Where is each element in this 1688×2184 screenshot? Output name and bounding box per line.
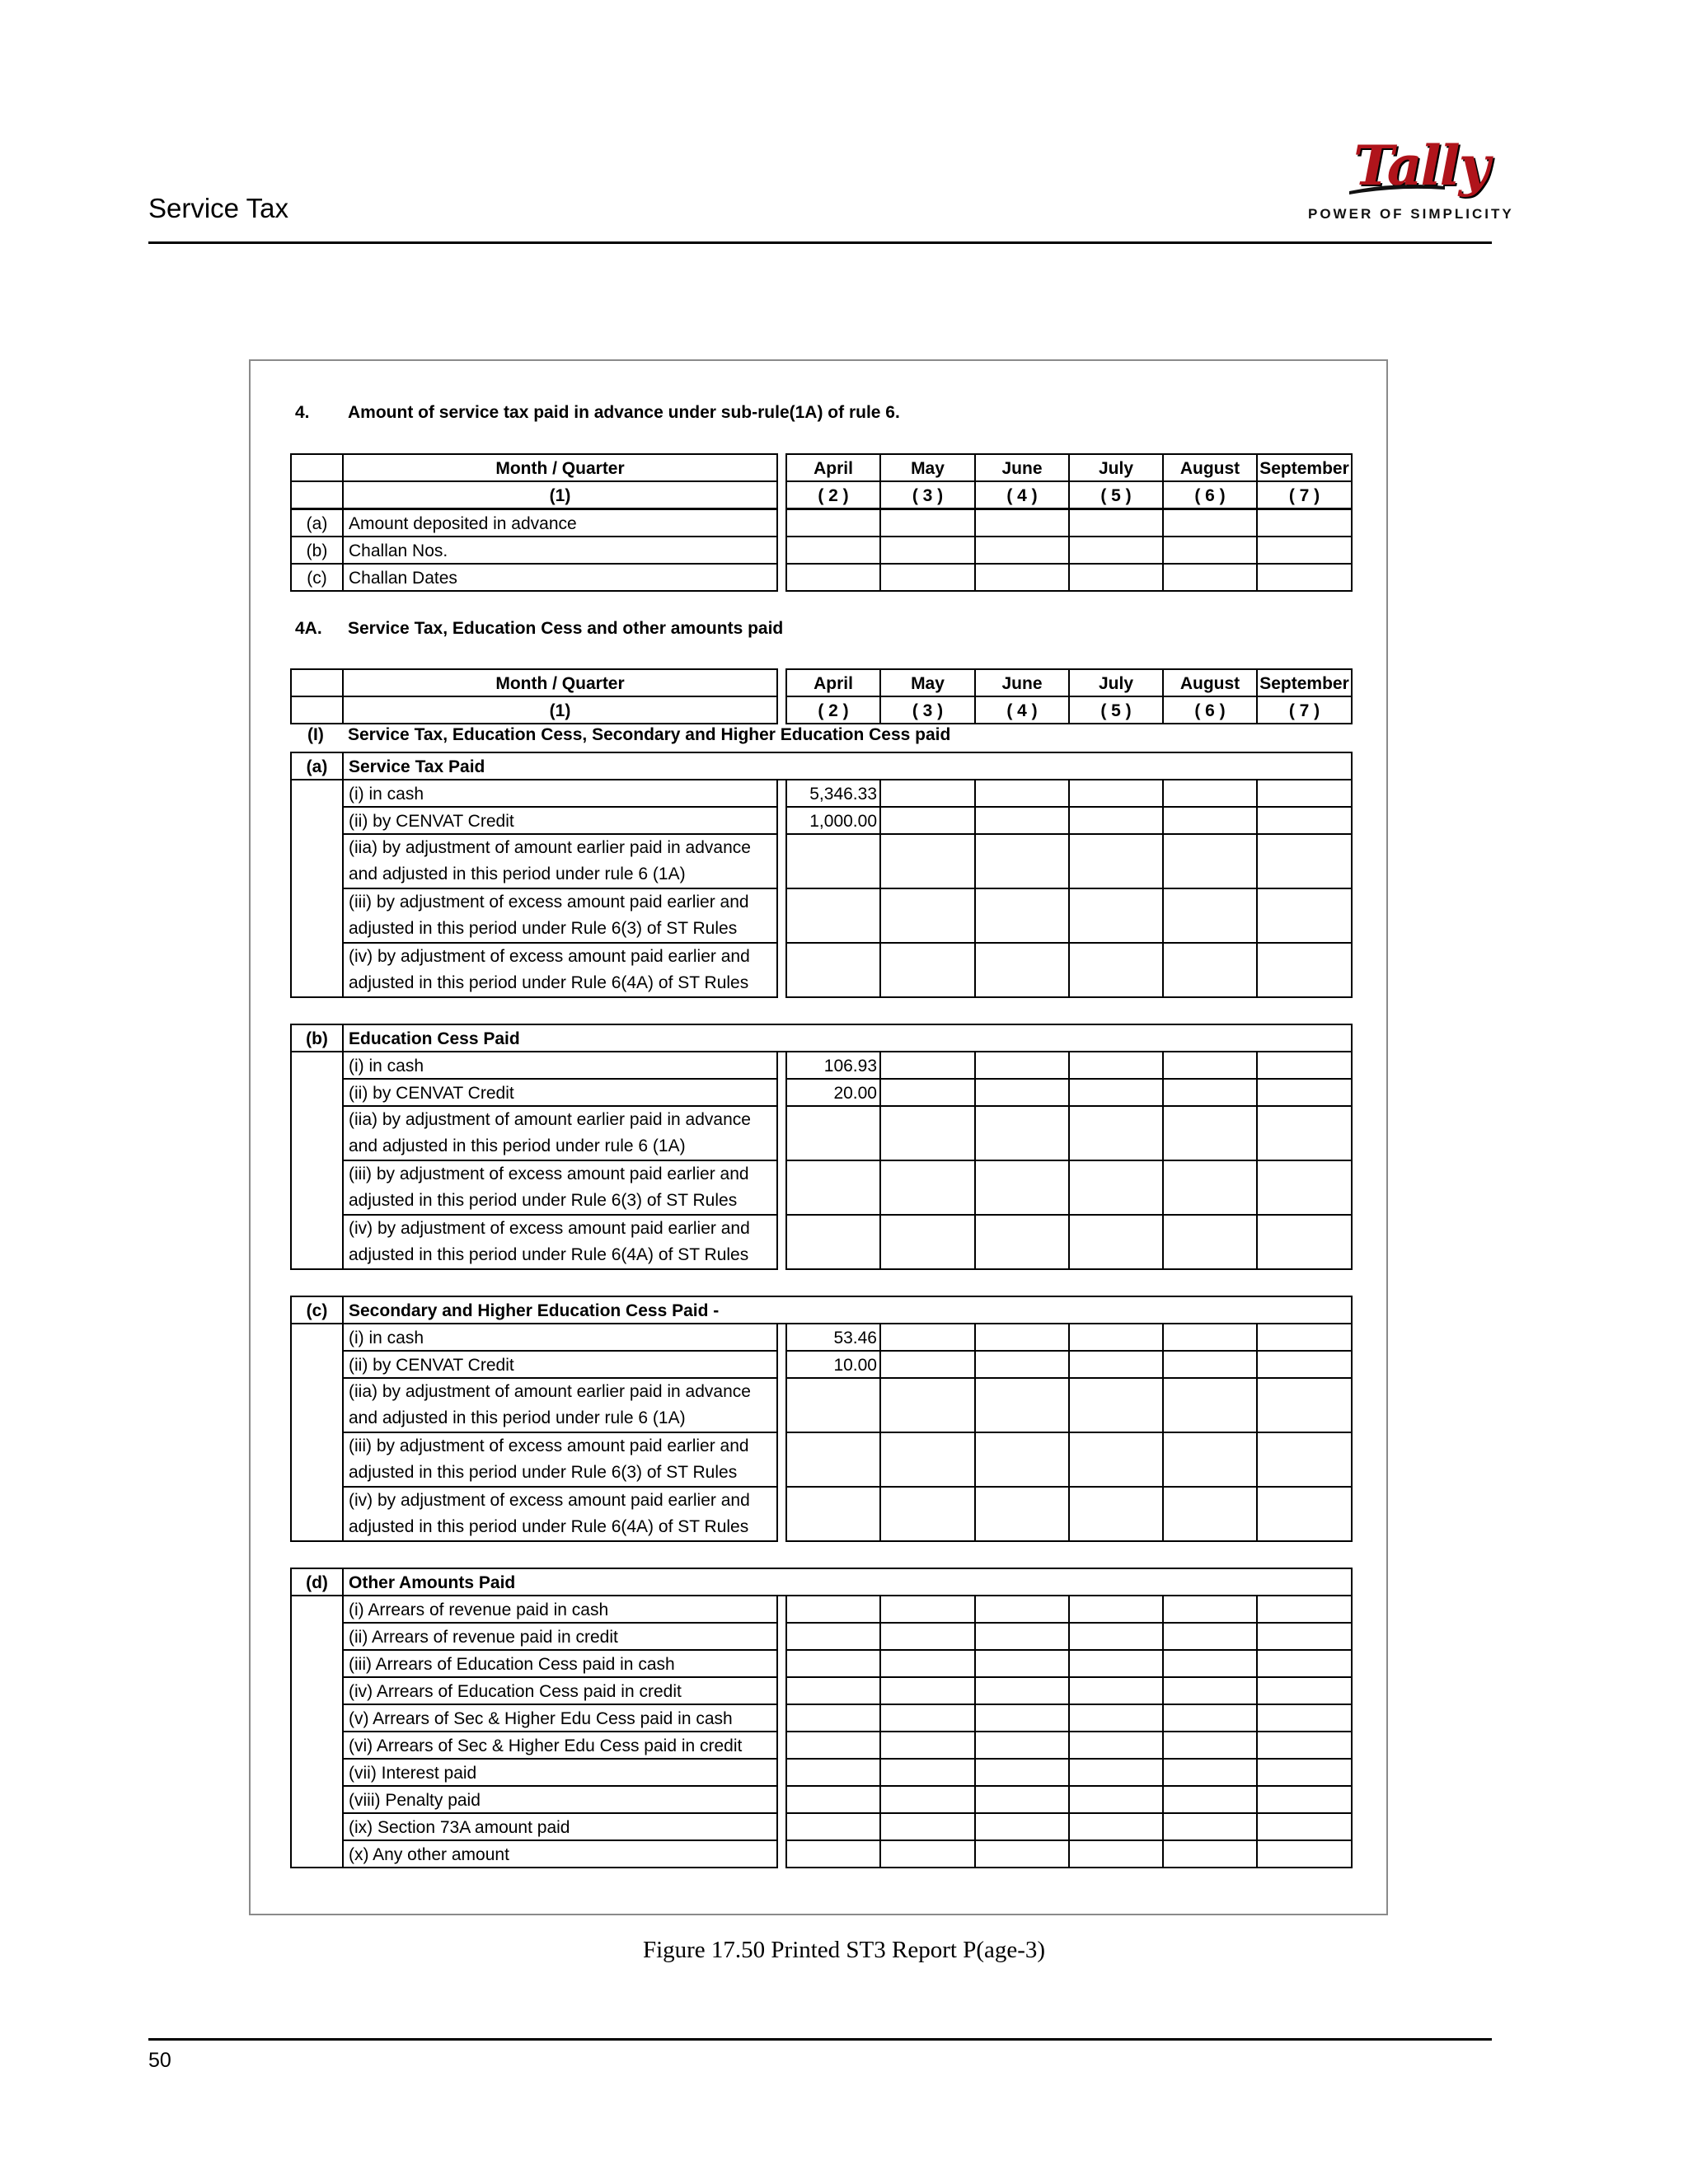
group-left-border: [290, 1296, 292, 1542]
table-cell: [974, 1758, 1070, 1787]
table-cell: [1256, 1160, 1353, 1216]
s4-month-num-3: ( 5 ): [1068, 480, 1164, 509]
table-row-label: (vi) Arrears of Sec & Higher Edu Cess paid in credit: [342, 1731, 778, 1760]
table-cell: [1256, 1486, 1353, 1542]
table-cell: [785, 1622, 881, 1651]
table-cell: [879, 1105, 976, 1161]
table-cell: [879, 888, 976, 944]
table-cell: [1068, 1595, 1164, 1624]
table-cell: [785, 1160, 881, 1216]
s4-month-num-4: ( 6 ): [1162, 480, 1258, 509]
table-row-label: (x) Any other amount: [342, 1840, 778, 1868]
table-cell: [879, 1350, 976, 1379]
table-row-item: (c): [290, 563, 344, 592]
table-cell: [785, 1214, 881, 1270]
table-cell: [785, 1704, 881, 1732]
table-cell: [785, 1432, 881, 1488]
table-row-label: [342, 1214, 778, 1270]
label-line-2: and adjusted in this period under rule 6 (1A): [349, 1408, 686, 1427]
s4-month-3: July: [1068, 453, 1164, 482]
s4-blank-cell: [290, 453, 344, 482]
label-line-2: adjusted in this period under Rule 6(3) of ST Rules: [349, 1463, 738, 1482]
table-cell: [974, 1377, 1070, 1433]
table-cell: [1068, 942, 1164, 998]
group-bottom-border: [290, 1540, 342, 1542]
logo-wordmark: Tally: [1353, 134, 1489, 198]
table-cell: [1256, 1051, 1353, 1080]
page-header-title: Service Tax: [148, 193, 288, 223]
table-cell: [1068, 1323, 1164, 1352]
april-amount: 5,346.33: [785, 779, 881, 808]
s4-col-num: (1): [342, 480, 778, 509]
table-cell: [785, 1486, 881, 1542]
table-cell: [785, 1731, 881, 1760]
table-cell: [1162, 1350, 1258, 1379]
table-cell: [1068, 1214, 1164, 1270]
s4a-month-num-3: ( 5 ): [1068, 696, 1164, 724]
table-cell: [974, 563, 1070, 592]
table-row-label: [342, 1160, 778, 1216]
table-cell: [1256, 563, 1353, 592]
table-cell: [974, 888, 1070, 944]
table-cell: [785, 1812, 881, 1841]
table-cell: [1162, 1731, 1258, 1760]
section-4a-heading: Service Tax, Education Cess and other amounts paid: [348, 619, 784, 638]
group-item-(d): (d): [290, 1568, 344, 1596]
group-title: Secondary and Higher Education Cess Paid -: [342, 1296, 1353, 1324]
table-row-label: (ii) by CENVAT Credit: [342, 1350, 778, 1379]
group-item-(c): (c): [290, 1296, 344, 1324]
part-i-heading: Service Tax, Education Cess, Secondary and Higher Education Cess paid: [348, 725, 951, 744]
table-cell: [879, 1078, 976, 1107]
table-cell: [1256, 833, 1353, 889]
april-amount: 10.00: [785, 1350, 881, 1379]
group-bottom-border: [290, 996, 342, 998]
part-i-item: (I): [307, 725, 324, 744]
s4a-month-num-4: ( 6 ): [1162, 696, 1258, 724]
table-row-label: Challan Nos.: [342, 536, 778, 565]
s4a-col-header: Month / Quarter: [342, 668, 778, 697]
label-line-1: (iii) by adjustment of excess amount paid earlier and: [349, 1436, 749, 1455]
group-bottom-border: [290, 1867, 342, 1868]
table-cell: [879, 833, 976, 889]
table-row-label: (i) Arrears of revenue paid in cash: [342, 1595, 778, 1624]
table-cell: [1256, 942, 1353, 998]
table-row-label: (vii) Interest paid: [342, 1758, 778, 1787]
label-line-1: (iii) by adjustment of excess amount paid earlier and: [349, 1165, 749, 1183]
table-cell: [974, 1840, 1070, 1868]
table-cell: [974, 1676, 1070, 1705]
table-row-label: (i) in cash: [342, 779, 778, 808]
label-line-1: (iv) by adjustment of excess amount paid earlier and: [349, 1219, 750, 1238]
section-4a-number: 4A.: [295, 619, 322, 638]
table-cell: [1162, 1840, 1258, 1868]
table-cell: [785, 942, 881, 998]
table-cell: [879, 1160, 976, 1216]
table-row-label: Amount deposited in advance: [342, 509, 778, 537]
table-cell: [1068, 1812, 1164, 1841]
table-cell: [1256, 1649, 1353, 1678]
group-title: Education Cess Paid: [342, 1024, 1353, 1052]
logo-tagline: POWER OF SIMPLICITY: [1308, 206, 1514, 222]
table-cell: [1162, 1432, 1258, 1488]
table-cell: [785, 1676, 881, 1705]
s4a-month-num-1: ( 3 ): [879, 696, 976, 724]
table-cell: [1162, 1160, 1258, 1216]
group-title: Other Amounts Paid: [342, 1568, 1353, 1596]
table-cell: [879, 1432, 976, 1488]
table-cell: [1162, 1622, 1258, 1651]
table-cell: [1162, 888, 1258, 944]
header-rule: [148, 241, 1492, 244]
table-cell: [974, 1486, 1070, 1542]
table-cell: [974, 833, 1070, 889]
s4a-month-3: July: [1068, 668, 1164, 697]
s4-month-5: September: [1256, 453, 1353, 482]
label-line-1: (iia) by adjustment of amount earlier paid in advance: [349, 1382, 751, 1401]
table-row-label: [342, 1377, 778, 1433]
table-cell: [879, 1649, 976, 1678]
table-cell: [1068, 1432, 1164, 1488]
table-cell: [1068, 1377, 1164, 1433]
table-cell: [785, 563, 881, 592]
table-row-label: (ii) by CENVAT Credit: [342, 806, 778, 835]
table-cell: [1256, 1812, 1353, 1841]
label-line-2: adjusted in this period under Rule 6(4A) of ST Rules: [349, 1245, 749, 1264]
table-cell: [1256, 1432, 1353, 1488]
s4a-month-1: May: [879, 668, 976, 697]
table-cell: [974, 806, 1070, 835]
table-cell: [974, 1350, 1070, 1379]
table-row-label: (ix) Section 73A amount paid: [342, 1812, 778, 1841]
table-cell: [1256, 1377, 1353, 1433]
table-cell: [1256, 1350, 1353, 1379]
s4a-month-5: September: [1256, 668, 1353, 697]
table-cell: [785, 1840, 881, 1868]
table-cell: [1068, 1676, 1164, 1705]
table-cell: [1068, 1840, 1164, 1868]
s4-month-num-0: ( 2 ): [785, 480, 881, 509]
table-cell: [974, 1731, 1070, 1760]
april-amount: 1,000.00: [785, 806, 881, 835]
s4a-col-num: (1): [342, 696, 778, 724]
group-left-border: [290, 752, 292, 998]
table-cell: [879, 1676, 976, 1705]
table-row-label: (v) Arrears of Sec & Higher Edu Cess paid in cash: [342, 1704, 778, 1732]
table-cell: [1068, 536, 1164, 565]
table-row-label: [342, 1486, 778, 1542]
table-cell: [1162, 1214, 1258, 1270]
section-4-heading: Amount of service tax paid in advance under sub-rule(1A) of rule 6.: [348, 403, 900, 422]
table-cell: [785, 1595, 881, 1624]
table-cell: [879, 536, 976, 565]
table-row-label: [342, 833, 778, 889]
table-cell: [1068, 1486, 1164, 1542]
table-cell: [1162, 1051, 1258, 1080]
label-line-1: (iii) by adjustment of excess amount paid earlier and: [349, 893, 749, 912]
table-cell: [785, 1649, 881, 1678]
table-cell: [879, 942, 976, 998]
table-cell: [1162, 1676, 1258, 1705]
table-cell: [879, 563, 976, 592]
s4a-blank-cell: [290, 668, 344, 697]
s4a-blank-cell: [290, 696, 344, 724]
table-cell: [879, 1377, 976, 1433]
table-cell: [879, 1731, 976, 1760]
label-line-2: adjusted in this period under Rule 6(3) of ST Rules: [349, 919, 738, 938]
table-cell: [1068, 1704, 1164, 1732]
table-cell: [1162, 509, 1258, 537]
table-cell: [1256, 1323, 1353, 1352]
table-cell: [1162, 1486, 1258, 1542]
table-row-label: (ii) Arrears of revenue paid in credit: [342, 1622, 778, 1651]
table-row-label: (i) in cash: [342, 1323, 778, 1352]
table-cell: [1068, 509, 1164, 537]
s4-blank-cell: [290, 480, 344, 509]
table-cell: [1068, 1350, 1164, 1379]
table-cell: [879, 1812, 976, 1841]
table-cell: [785, 1758, 881, 1787]
table-row-item: (a): [290, 509, 344, 537]
s4a-month-num-0: ( 2 ): [785, 696, 881, 724]
s4-month-num-5: ( 7 ): [1256, 480, 1353, 509]
table-cell: [1256, 1704, 1353, 1732]
table-cell: [879, 779, 976, 808]
page-number: 50: [148, 2049, 171, 2072]
table-cell: [1162, 563, 1258, 592]
table-cell: [1256, 536, 1353, 565]
table-cell: [785, 509, 881, 537]
table-cell: [1162, 536, 1258, 565]
april-amount: 106.93: [785, 1051, 881, 1080]
table-cell: [974, 1051, 1070, 1080]
table-cell: [785, 888, 881, 944]
table-cell: [1256, 1078, 1353, 1107]
table-cell: [1256, 1595, 1353, 1624]
table-cell: [1068, 888, 1164, 944]
table-cell: [1256, 1731, 1353, 1760]
table-cell: [1162, 1812, 1258, 1841]
table-cell: [1162, 1377, 1258, 1433]
table-cell: [1068, 833, 1164, 889]
table-cell: [1068, 1649, 1164, 1678]
table-row-label: Challan Dates: [342, 563, 778, 592]
table-row-item: (b): [290, 536, 344, 565]
table-cell: [1162, 942, 1258, 998]
table-cell: [879, 1758, 976, 1787]
s4-month-4: August: [1162, 453, 1258, 482]
group-left-border: [290, 1568, 292, 1868]
table-cell: [974, 1595, 1070, 1624]
table-cell: [1068, 1105, 1164, 1161]
s4a-month-num-5: ( 7 ): [1256, 696, 1353, 724]
table-cell: [879, 806, 976, 835]
table-cell: [1068, 563, 1164, 592]
table-cell: [1256, 779, 1353, 808]
table-row-label: (i) in cash: [342, 1051, 778, 1080]
table-cell: [1256, 1785, 1353, 1814]
table-cell: [1162, 1649, 1258, 1678]
s4-month-0: April: [785, 453, 881, 482]
table-cell: [879, 1323, 976, 1352]
group-bottom-border: [290, 1268, 342, 1270]
table-cell: [974, 1432, 1070, 1488]
table-cell: [1256, 1622, 1353, 1651]
label-line-2: and adjusted in this period under rule 6 (1A): [349, 865, 686, 883]
table-cell: [974, 779, 1070, 808]
table-cell: [879, 1595, 976, 1624]
table-cell: [1068, 1078, 1164, 1107]
s4-col-header: Month / Quarter: [342, 453, 778, 482]
table-row-label: (ii) by CENVAT Credit: [342, 1078, 778, 1107]
table-cell: [1162, 1105, 1258, 1161]
table-cell: [974, 1649, 1070, 1678]
table-cell: [974, 1323, 1070, 1352]
table-cell: [974, 536, 1070, 565]
table-row-label: (iii) Arrears of Education Cess paid in cash: [342, 1649, 778, 1678]
s4a-month-4: August: [1162, 668, 1258, 697]
table-cell: [974, 1214, 1070, 1270]
label-line-1: (iv) by adjustment of excess amount paid earlier and: [349, 1491, 750, 1510]
table-cell: [1256, 888, 1353, 944]
label-line-1: (iia) by adjustment of amount earlier paid in advance: [349, 838, 751, 857]
table-cell: [1256, 1214, 1353, 1270]
s4-month-1: May: [879, 453, 976, 482]
table-cell: [1256, 1758, 1353, 1787]
table-cell: [1068, 1622, 1164, 1651]
table-cell: [879, 1840, 976, 1868]
table-cell: [879, 1704, 976, 1732]
table-cell: [785, 1105, 881, 1161]
s4-month-num-2: ( 4 ): [974, 480, 1070, 509]
table-cell: [1162, 1704, 1258, 1732]
table-cell: [785, 1785, 881, 1814]
table-cell: [1162, 1758, 1258, 1787]
table-cell: [974, 942, 1070, 998]
table-cell: [879, 1486, 976, 1542]
s4-month-2: June: [974, 453, 1070, 482]
section-4-number: 4.: [295, 403, 310, 422]
label-line-1: (iv) by adjustment of excess amount paid earlier and: [349, 947, 750, 966]
table-cell: [1162, 1078, 1258, 1107]
group-left-border: [290, 1024, 292, 1270]
table-cell: [974, 1812, 1070, 1841]
table-cell: [1068, 1731, 1164, 1760]
table-cell: [1256, 806, 1353, 835]
group-item-(a): (a): [290, 752, 344, 780]
s4a-month-0: April: [785, 668, 881, 697]
table-cell: [879, 509, 976, 537]
table-cell: [1068, 806, 1164, 835]
table-cell: [974, 1078, 1070, 1107]
table-cell: [785, 1377, 881, 1433]
table-cell: [1162, 833, 1258, 889]
april-amount: 53.46: [785, 1323, 881, 1352]
table-cell: [879, 1622, 976, 1651]
table-cell: [1162, 779, 1258, 808]
table-cell: [1256, 1105, 1353, 1161]
logo-swoosh-icon: [1348, 181, 1447, 198]
table-cell: [1162, 806, 1258, 835]
group-title: Service Tax Paid: [342, 752, 1353, 780]
table-cell: [1068, 1758, 1164, 1787]
label-line-2: adjusted in this period under Rule 6(4A) of ST Rules: [349, 1517, 749, 1536]
label-line-2: and adjusted in this period under rule 6 (1A): [349, 1137, 686, 1155]
table-cell: [1068, 1051, 1164, 1080]
table-cell: [1162, 1595, 1258, 1624]
table-cell: [785, 833, 881, 889]
table-cell: [974, 1160, 1070, 1216]
table-cell: [974, 1105, 1070, 1161]
table-cell: [1256, 1840, 1353, 1868]
tally-logo: [1308, 134, 1514, 226]
footer-rule: [148, 2038, 1492, 2041]
table-cell: [1068, 1160, 1164, 1216]
table-row-label: [342, 888, 778, 944]
table-cell: [879, 1214, 976, 1270]
april-amount: 20.00: [785, 1078, 881, 1107]
table-cell: [974, 509, 1070, 537]
table-cell: [974, 1622, 1070, 1651]
s4a-month-2: June: [974, 668, 1070, 697]
table-cell: [1162, 1323, 1258, 1352]
table-cell: [1068, 779, 1164, 808]
table-cell: [974, 1785, 1070, 1814]
table-cell: [974, 1704, 1070, 1732]
group-item-(b): (b): [290, 1024, 344, 1052]
table-cell: [879, 1051, 976, 1080]
label-line-1: (iia) by adjustment of amount earlier paid in advance: [349, 1110, 751, 1129]
figure-caption: Figure 17.50 Printed ST3 Report P(age-3): [642, 1937, 1046, 1963]
table-cell: [1068, 1785, 1164, 1814]
table-cell: [1256, 1676, 1353, 1705]
label-line-2: adjusted in this period under Rule 6(4A) of ST Rules: [349, 973, 749, 992]
table-cell: [879, 1785, 976, 1814]
table-row-label: [342, 942, 778, 998]
table-row-label: [342, 1432, 778, 1488]
table-cell: [785, 536, 881, 565]
table-cell: [1162, 1785, 1258, 1814]
table-row-label: (iv) Arrears of Education Cess paid in credit: [342, 1676, 778, 1705]
s4-month-num-1: ( 3 ): [879, 480, 976, 509]
table-row-label: [342, 1105, 778, 1161]
table-row-label: (viii) Penalty paid: [342, 1785, 778, 1814]
label-line-2: adjusted in this period under Rule 6(3) of ST Rules: [349, 1191, 738, 1210]
table-cell: [1256, 509, 1353, 537]
s4a-month-num-2: ( 4 ): [974, 696, 1070, 724]
